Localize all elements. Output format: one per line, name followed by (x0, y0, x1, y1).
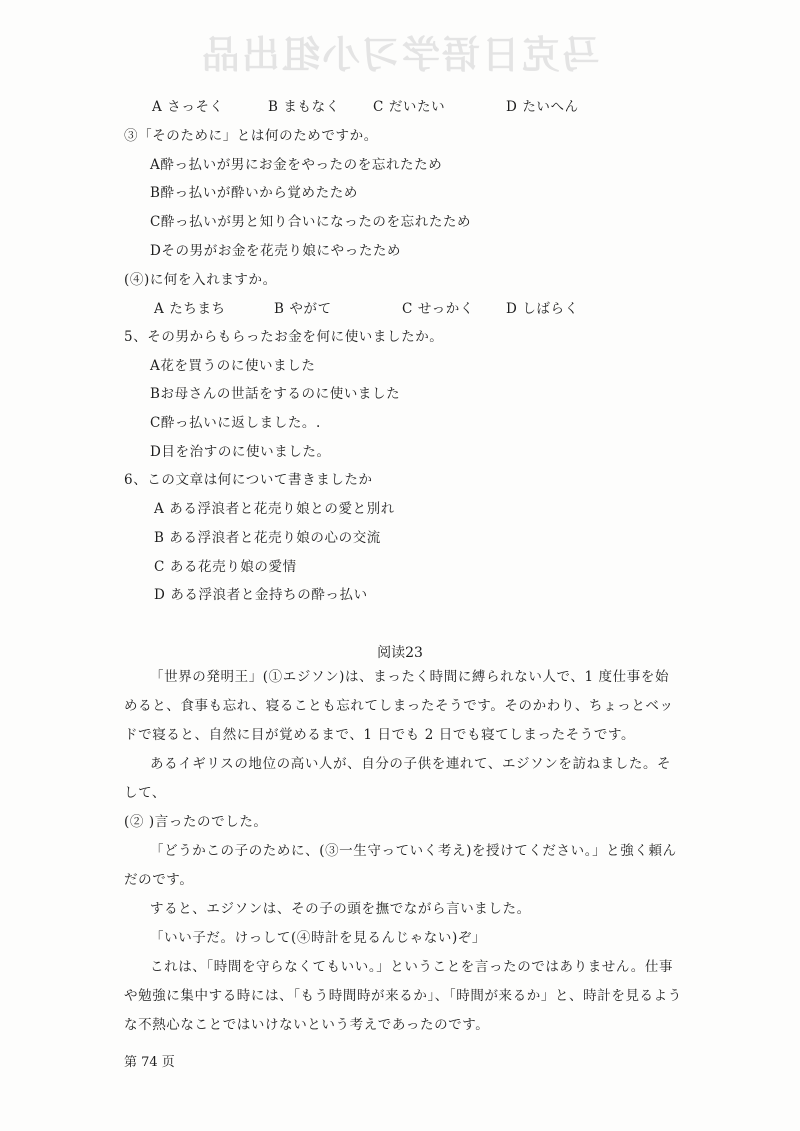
q5-option-b: Bお母さんの世話をするのに使いました (150, 386, 401, 402)
q2-option-d: D たいへん (506, 99, 579, 115)
reading-line: (② )言ったのでした。 (124, 814, 268, 830)
q4-option-d: D しばらく (506, 301, 579, 317)
q3-option-a: A酔っ払いが男にお金をやったのを忘れたため (150, 157, 443, 173)
q2-option-c: C だいたい (373, 99, 446, 115)
q3-option-b: B酔っ払いが酔いから覚めたため (150, 185, 358, 201)
reading-line: これは、「時間を守らなくてもいい。」ということを言ったのではありません。仕事 (150, 959, 674, 975)
reading-line: すると、エジソンは、その子の頭を撫でながら言いました。 (150, 901, 531, 917)
q6-question: 6、この文章は何について書きましたか (124, 472, 373, 488)
reading-title: 阅读23 (377, 645, 423, 661)
reading-line: 「いい子だ。けっして(④時計を見るんじゃない)ぞ」 (150, 930, 487, 946)
reading-line: あるイギリスの地位の高い人が、自分の子供を連れて、エジソンを訪ねました。そ (150, 756, 672, 772)
reading-line: だのです。 (124, 872, 194, 888)
reading-line: めると、食事も忘れ、寝ることも忘れてしまったそうです。そのかわり、ちょっとベッ (124, 698, 674, 714)
page-number: 第 74 页 (124, 1055, 175, 1070)
q5-option-c: C酔っ払いに返しました。. (150, 415, 321, 431)
q6-option-a: A ある浮浪者と花売り娘との愛と別れ (154, 501, 395, 517)
reading-line: 「世界の発明王」(①エジソン)は、まったく時間に縛られない人で、1 度仕事を始 (150, 669, 670, 685)
q4-option-b: B やがて (274, 301, 332, 317)
q4-option-c: C せっかく (402, 301, 474, 317)
reading-line: 「どうかこの子のために、(③一生守っていく考え)を授けてください。」と強く頼ん (150, 843, 677, 859)
q2-option-a: A さっそく (152, 99, 224, 115)
q5-option-d: D目を治すのに使いました。 (150, 444, 331, 460)
q3-option-d: Dその男がお金を花売り娘にやったため (150, 243, 402, 259)
q6-option-c: C ある花売り娘の愛情 (154, 559, 297, 575)
q3-option-c: C酔っ払いが男と知り合いになったのを忘れたため (150, 214, 472, 230)
q2-option-b: B まもなく (268, 99, 340, 115)
reading-line: や勉強に集中する時には、「もう時間時が来るか」、「時間が来るか」と、時計を見るよう (124, 988, 682, 1004)
watermark: 马克日语学习小组出品 (200, 33, 601, 77)
reading-line: して、 (124, 785, 167, 801)
reading-line: ドで寝ると、自然に目が覚めるまで、1 日でも 2 日でも寝てしまったそうです。 (124, 727, 636, 743)
reading-line: な不熱心なことではいけないという考えであったのです。 (124, 1017, 490, 1033)
q4-question: (④)に何を入れますか。 (124, 272, 277, 288)
q4-option-a: A たちまち (154, 301, 226, 317)
q5-question: 5、その男からもらったお金を何に使いましたか。 (124, 329, 444, 345)
q6-option-d: D ある浮浪者と金持ちの酔っ払い (154, 587, 368, 603)
q5-option-a: A花を買うのに使いました (150, 358, 316, 374)
q6-option-b: B ある浮浪者と花売り娘の心の交流 (154, 530, 381, 546)
q3-question: ③「そのために」とは何のためですか。 (124, 128, 378, 144)
